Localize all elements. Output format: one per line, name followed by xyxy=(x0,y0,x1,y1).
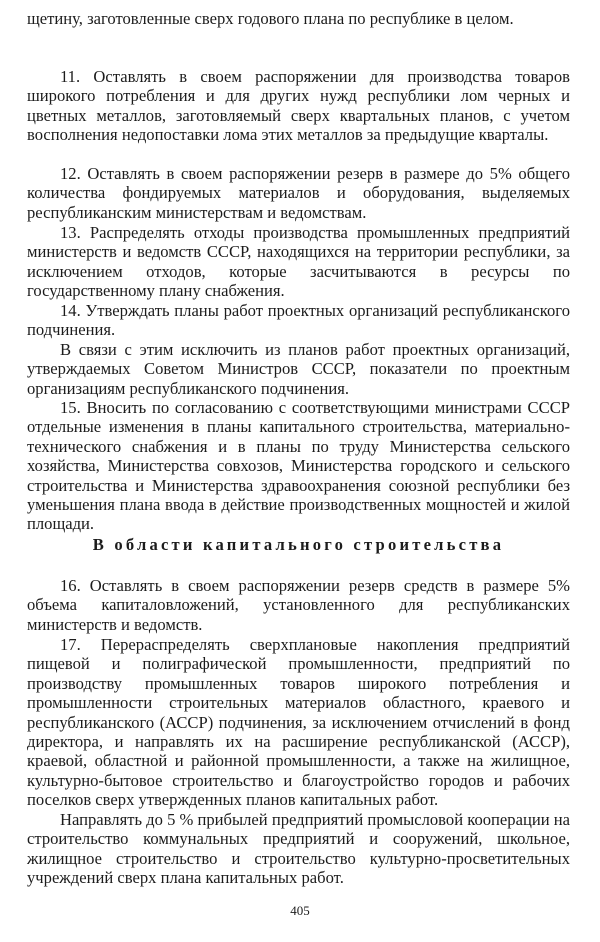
paragraph-item-15: 15. Вносить по согласованию с соответствующими министрами СССР отдельные изменения в планы капитального строительства, материально-технического снабжения и в планы по труду Министерства сельского хозяйства, Министерства совхозов, Министерства городского и сельского строительства и Министерства здравоохранения союзной республики без уменьшения плана ввода в действие производственных мощностей и жилой площади. xyxy=(27,398,570,534)
section-heading: В области капитального строительства xyxy=(92,535,505,554)
paragraph-item-16: 16. Оставлять в своем распоряжении резерв средств в размере 5% объема капиталовложений, установленного для республиканских министерств и ведомств. xyxy=(27,576,570,634)
page-number: 405 xyxy=(290,903,310,918)
paragraph-item-14: 14. Утверждать планы работ проектных организаций республиканского подчинения. xyxy=(27,301,570,340)
paragraph-item-17: 17. Перераспределять сверхплановые накопления предприятий пищевой и полиграфической промышленности, предприятий по производству промышленных товаров широкого потребления и промышленности строительных материалов областного, краевого и республиканского (АССР) подчинения, за исключением отчислений в фонд директора, и направлять их на расширение республиканской (АССР), краевой, областной и районной промышленности, а также на жилищное, культурно-бытовое строительство и благоустройство городов и рабочих поселков сверх утвержденных планов капитальных работ. xyxy=(27,635,570,810)
paragraph-continuation: щетину, заготовленные сверх годового плана по республике в целом. xyxy=(27,9,514,28)
paragraph-item-12: 12. Оставлять в своем распоряжении резерв в размере до 5% общего количества фондируемых материалов и оборудования, выделяемых республиканским министерствам и ведомствам. xyxy=(27,164,570,222)
paragraph-item-13: 13. Распределять отходы производства промышленных предприятий министерств и ведомств СССР, находящихся на территории республики, за исключением отходов, которые засчитываются в ресурсы по государственному плану снабжения. xyxy=(27,223,570,301)
paragraph-cooperative-profits: Направлять до 5 % прибылей предприятий промысловой кооперации на строительство коммунальных предприятий и сооружений, школьное, жилищное строительство и строительство культурно-просветительных учреждений сверх плана капитальных работ. xyxy=(27,810,570,888)
paragraph-item-11: 11. Оставлять в своем распоряжении для производства товаров широкого потребления и для других нужд республики лом черных и цветных металлов, заготовляемый сверх квартальных планов, с учетом восполнения недопоставки лома этих металлов за предыдущие кварталы. xyxy=(27,67,570,145)
paragraph-note: В связи с этим исключить из планов работ проектных организаций, утверждаемых Советом Министров СССР, показатели по проектным организациям республиканского подчинения. xyxy=(27,340,570,398)
